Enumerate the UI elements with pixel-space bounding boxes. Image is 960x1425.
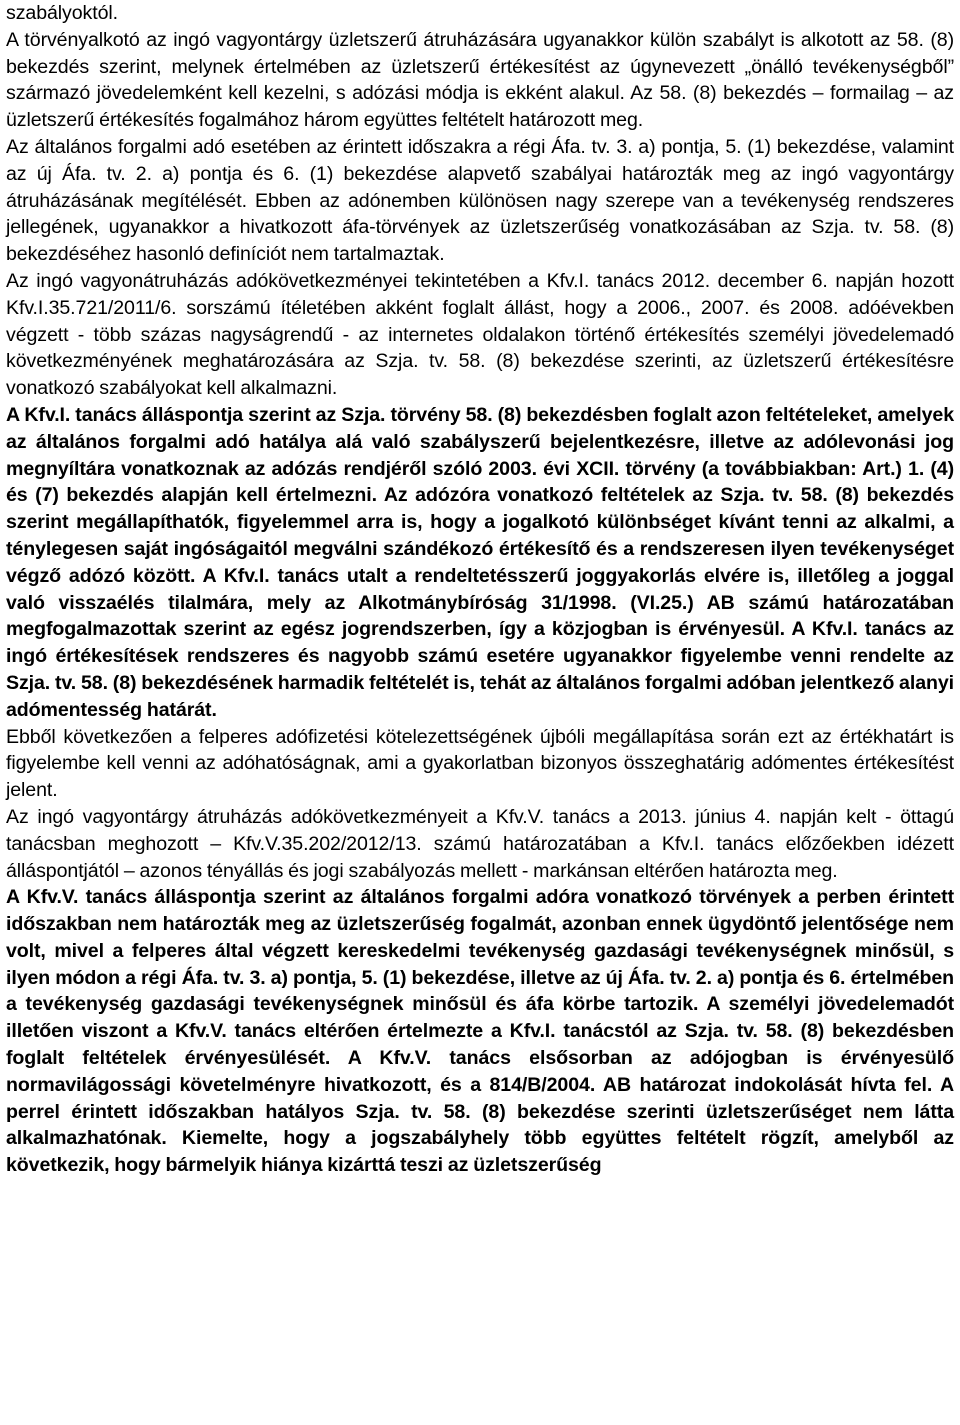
paragraph-consequence: Ebből következően a felperes adófizetési kötelezettségének újbóli megállapítása során ezt az értékhatárt is figyelembe kell venni az adóhatóságnak, ami a gyakorlatban bizonyos összeghatárig adómentes értékesítést jelent. [6,725,954,802]
paragraph-kfv-i-position: A Kfv.I. tanács álláspontja szerint az Szja. törvény 58. (8) bekezdésben foglalt azon feltételeket, amelyek az általános forgalmi adó hatálya alá való szabályszerű bejelentkezésre, illetve az adólevonási jog megnyíltára vonatkoznak az adózás rendjéről szóló 2003. évi XCII. törvény (a továbbiakban: Art.) 1. (4) és (7) bekezdés alapján kell értelmezni. Az adózóra vonatkozó feltételek az Szja. tv. 58. (8) bekezdés szerint megállapíthatók, figyelemmel arra is, hogy a jogalkotó különbséget kívánt tenni az alkalmi, a ténylegesen saját ingóságaitól megválni szándékozó értékesítő és a rendszeresen ilyen tevékenységet végző adózó között. A Kfv.I. tanács utalt a rendeltetésszerű joggyakorlás elvére is, illetőleg a joggal való visszaélés tilalmára, mely az Alkotmánybíróság 31/1998. (VI.25.) AB számú határozatában megfogalmazottak szerint az egész jogrendszerben, így a közjogban is érvényesül. A Kfv.I. tanács az ingó értékesítések rendszeres és nagyobb számú esetére ugyanakkor figyelembe venni rendelte az Szja. tv. 58. (8) bekezdésének harmadik feltételét is, tehát az általános forgalmi adóban jelentkező alanyi adómentesség határát. [6,403,954,721]
paragraph-continuation: szabályoktól. [6,2,118,24]
paragraph-legislator: A törvényalkotó az ingó vagyontárgy üzletszerű átruházására ugyanakkor külön szabályt is alkotott az 58. (8) bekezdés szerint, melynek értelmében az üzletszerű értékesítést az úgynevezett „önálló tevékenységből” származó jövedelemként kell kezelni, s adózási módja is ekként alakul. Az 58. (8) bekezdés – formailag – az üzletszerű értékesítés fogalmához három együttes feltételt határozott meg. [6,28,954,132]
paragraph-kfv-v-position: A Kfv.V. tanács álláspontja szerint az általános forgalmi adóra vonatkozó törvények a perben érintett időszakban nem határozták meg az üzletszerűség fogalmát, azonban ennek ügydöntő jelentősége nem volt, mivel a felperes által végzett kereskedelmi tevékenység gazdasági tevékenységnek minősül, s ilyen módon a régi Áfa. tv. 3. a) pontja, 5. (1) bekezdése, illetve az új Áfa. tv. 2. a) pontja és 6. értelmében a tevékenység gazdasági tevékenységnek minősül és áfa körbe tartozik. A személyi jövedelemadót illetően viszont a Kfv.V. tanács eltérően értelmezte a Kfv.I. tanácstól az Szja. tv. 58. (8) bekezdésben foglalt feltételek érvényesülését. A Kfv.V. tanács elsősorban az adójogban is érvényesülő normavilágossági követelményre hivatkozott, és a 814/B/2004. AB határozat indokolását hívta fel. A perrel érintett időszakban hatályos Szja. tv. 58. (8) bekezdése szerinti üzletszerűséget nem látta alkalmazhatónak. Kiemelte, hogy a jogszabályhely több együttes feltételt rögzít, amelyből az következik, hogy bármelyik hiánya kizárttá teszi az üzletszerűség [6,886,954,1177]
paragraph-vat: Az általános forgalmi adó esetében az érintett időszakra a régi Áfa. tv. 3. a) pontja, 5. (1) bekezdése, valamint az új Áfa. tv. 2. a) pontja és 6. (1) bekezdése alapvető szabályai határozták meg az ingó vagyontárgy átruházásának megítélését. Ebben az adónemben különösen nagy szerepe van a tevékenység rendszeres jellegének, ugyanakkor a hivatkozott áfa-törvények az üzletszerűség vonatkozásában az Szja. tv. 58. (8) bekezdéséhez hasonló definíciót nem tartalmaztak. [6,135,954,266]
paragraph-kfv-i-ruling: Az ingó vagyonátruházás adókövetkezményei tekintetében a Kfv.I. tanács 2012. december 6. napján hozott Kfv.I.35.721/2011/6. sorszámú ítéletében akként foglalt állást, hogy a 2006., 2007. és 2008. adóévekben végzett - több százas nagyságrendű - az internetes oldalakon történő értékesítés személyi jövedelemadó következményének meghatározására az Szja. tv. 58. (8) bekezdése szerinti, az üzletszerű értékesítésre vonatkozó szabályokat kell alkalmazni. [6,269,954,400]
paragraph-kfv-v-ruling: Az ingó vagyontárgy átruházás adókövetkezményeit a Kfv.V. tanács a 2013. június 4. napján kelt - öttagú tanácsban meghozott – Kfv.V.35.202/2012/13. számú határozatában a Kfv.I. tanács előzőekben idézett álláspontjától – azonos tényállás és jogi szabályozás mellett - markánsan eltérően határozta meg. [6,805,954,882]
